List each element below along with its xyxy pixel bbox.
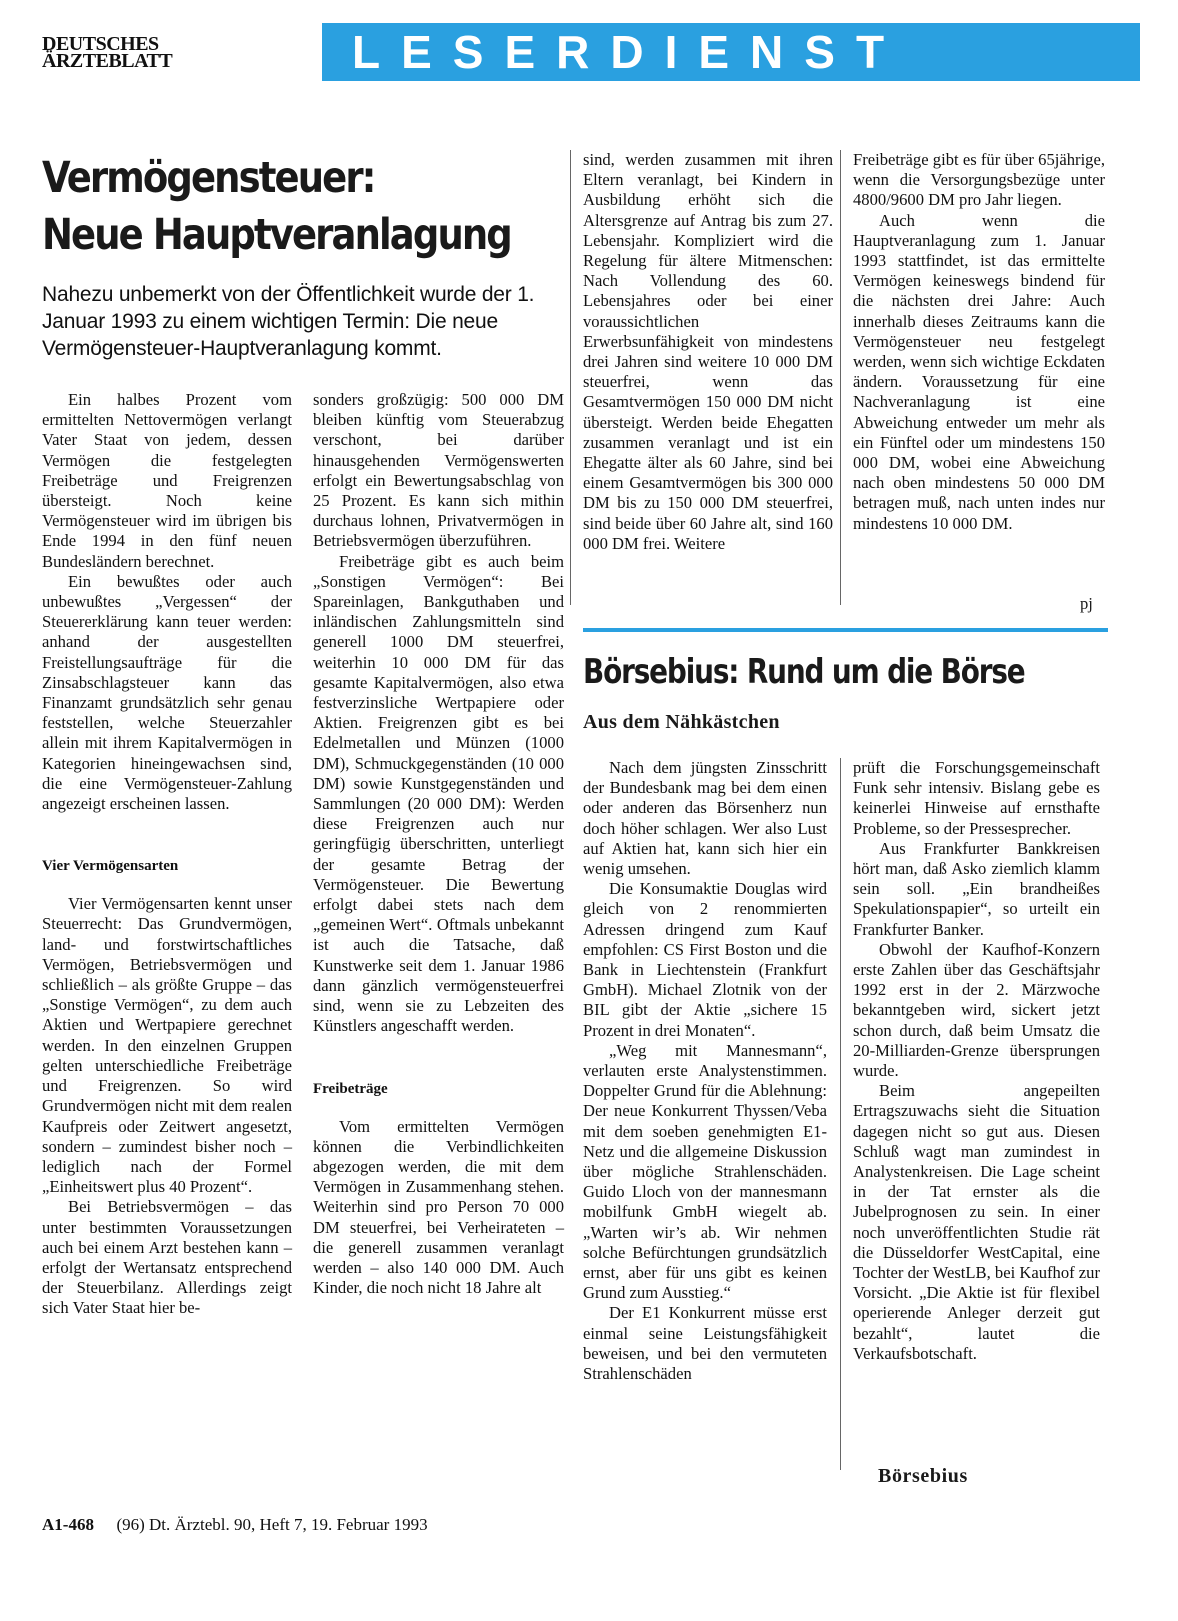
article-column-1 xyxy=(42,390,292,1319)
citation: (96) Dt. Ärztebl. 90, Heft 7, 19. Februar 1993 xyxy=(116,1515,428,1534)
page-footer xyxy=(42,1514,742,1536)
paragraph: Vom ermittelten Vermögen können die Verbindlichkeiten abgezogen werden, die mit dem Vermögen in Zusammenhang stehen. Weiterhin sind pro Person 70 000 DM steuerfrei, bei Verheirateten – die generell zusammen veranlagt werden – also 140 000 DM. Auch Kinder, die noch nicht 18 Jahre alt xyxy=(313,1116,564,1298)
subheading-freibetraege: Freibeträge xyxy=(313,1080,388,1097)
paragraph: sonders großzügig: 500 000 DM bleiben künftig vom Steuerabzug verschont, bei darüber hinausgehenden Vermögenswerten erfolgt ein Bewertungsabschlag von 25 Prozent. Es kann sich mithin durchaus lohnen, Privatvermögen in Betriebsvermögen überzuführen. xyxy=(313,390,564,551)
paragraph: prüft die Forschungsgemeinschaft Funk sehr intensiv. Bislang gebe es keinerlei Hinweise auf ernsthafte Probleme, so der Pressesprecher. xyxy=(853,758,1100,838)
subheading-vermoegensarten: Vier Vermögensarten xyxy=(42,858,179,875)
column-divider xyxy=(840,150,841,605)
section-banner xyxy=(322,23,1140,81)
column-divider xyxy=(840,758,841,1470)
masthead-line1: DEUTSCHES xyxy=(42,33,159,55)
paragraph: Freibeträge gibt es für über 65jährige, wenn die Versorgungsbezüge unter 4800/9600 DM pro Jahr liegen. xyxy=(853,150,1105,210)
section-banner-label: LESERDIENST xyxy=(352,26,906,78)
paragraph: Obwohl der Kaufhof-Konzern erste Zahlen über das Geschäftsjahr 1992 erst in der 2. Märzwoche bekanntgeben wird, sickert jetzt schon durch, daß beim Umsatz die 20-Milliarden-Grenze übersprungen wurde. xyxy=(853,939,1100,1081)
paragraph: Auch wenn die Hauptveranlagung zum 1. Januar 1993 stattfindet, ist das ermittelte Vermögen keineswegs bindend für die nächsten drei Jahre: Auch innerhalb dieses Zeitraums kann die Vermögensteuer neu festgelegt werden, wenn sich wichtige Eckdaten ändern. Voraussetzung für eine Nachveranlagung ist eine Abweichung entweder um mehr als ein Fünftel oder um mindestens 150 000 DM, wobei eine Abweichung nach oben mindestens 50 000 DM betragen muß, nach unten indes nur mindestens 10 000 DM. xyxy=(853,210,1105,533)
page-number: A1-468 xyxy=(42,1515,94,1534)
masthead-logo xyxy=(42,33,212,72)
article-column-2 xyxy=(313,390,564,1298)
paragraph: „Weg mit Mannesmann“, verlauten erste Analystenstimmen. Doppelter Grund für die Ablehnung: Der neue Konkurrent Thyssen/Veba mit dem soeben genehmigten E1-Netz und die allgemeine Diskussion über mögliche Strahlenschäden. Guido Lloch von der mannesmann mobilfunk GmbH wiegelt ab. „Warten wir’s ab. Wir nehmen solche Befürchtungen grundsätzlich ernst, aber für uns gibt es keinen Grund zum Ausstieg.“ xyxy=(583,1040,827,1303)
headline-line-1: Vermögensteuer: xyxy=(42,153,375,203)
article-column-4 xyxy=(853,150,1105,534)
section-separator xyxy=(583,628,1108,632)
paragraph: Ein bewußtes oder auch unbewußtes „Vergessen“ der Steuererklärung kann teuer werden: anhand der ausgestellten Freistellungsaufträge für die Zinsabschlagsteuer kann das Finanzamt grundsätzlich sehr genau feststellen, welche Steuerzahler allein mit ihrem Kapitalvermögen in Kategorien hineingewachsen sind, die eine Vermögensteuer-Zahlung angezeigt erscheinen lassen. xyxy=(42,571,292,814)
paragraph: Der E1 Konkurrent müsse erst einmal seine Leistungsfähigkeit beweisen, und bei den vermuteten Strahlenschäden xyxy=(583,1303,827,1384)
paragraph: Ein halbes Prozent vom ermittelten Nettovermögen verlangt Vater Staat von jedem, dessen Vermögen die festgelegten Freibeträge und Freigrenzen übersteigt. Noch keine Vermögensteuer wird im übrigen bis Ende 1994 in den fünf neuen Bundesländern berechnet. xyxy=(42,390,292,571)
paragraph: Freibeträge gibt es auch beim „Sonstigen Vermögen“: Bei Spareinlagen, Bankguthaben und inländischen Zahlungsmitteln sind generell 1000 DM steuerfrei, weiterhin 10 000 DM für das gesamte Kapitalvermögen, also etwa festverzinsliche Wertpapiere oder Aktien. Freigrenzen gibt es bei Edelmetallen und Münzen (1000 DM), Schmuckgegenständen (10 000 DM) sowie Kunstgegenständen und Sammlungen (20 000 DM): Werden diese Freigrenzen auch nur geringfügig überschritten, unterliegt der gesamte Betrag der Vermögensteuer. Die Bewertung erfolgt dabei stets nach dem „gemeinen Wert“. Oftmals unbekannt ist auch die Tatsache, daß Kunstwerke seit dem 1. Januar 1986 dann gänzlich vermögensteuerfrei sind, wenn sie zu Lebzeiten des Künstlers angeschafft werden. xyxy=(313,551,564,1036)
paragraph: Nach dem jüngsten Zinsschritt der Bundesbank mag bei dem einen oder anderen das Börsenherz nun doch höher schlagen. Wer also Lust auf Aktien hat, kann sich hier ein wenig umsehen. xyxy=(583,758,827,879)
masthead-line2: ÄRZTEBLATT xyxy=(42,50,173,72)
paragraph: Die Konsumaktie Douglas wird gleich von 2 renommierten Adressen dringend zum Kauf empfohlen: CS First Boston und die Bank in Liechtenstein (Frankfurt GmbH). Michael Zlotnik von der BIL gibt der Aktie „sichere 15 Prozent in drei Monaten“. xyxy=(583,879,827,1040)
article-column-3 xyxy=(583,150,833,554)
column-title: Börsebius: Rund um die Börse xyxy=(583,652,1025,692)
article-headline xyxy=(42,150,511,264)
column-signature: Börsebius xyxy=(878,1465,968,1487)
column-subtitle: Aus dem Nähkästchen xyxy=(583,711,780,733)
paragraph: Beim angepeilten Ertragszuwachs sieht die Situation dagegen nicht so gut aus. Diesen Schluß wagt man zumindest in Analystenkreisen. Die Lage scheint in der Tat ernster als die Jubelprognosen zu sein. In einer noch unveröffentlichten Studie rät die Düsseldorfer WestCapital, eine Tochter der WestLB, bei Kaufhof zur Vorsicht. „Die Aktie ist für flexibel operierende Anleger derzeit gut bezahlt“, lautet die Verkaufsbotschaft. xyxy=(853,1081,1100,1363)
article-lead: Nahezu unbemerkt von der Öffentlichkeit wurde der 1. Januar 1993 zu einem wichtigen Termin: Die neue Vermögensteuer-Hauptveranlagung kommt. xyxy=(42,283,535,360)
author-initials: pj xyxy=(1080,594,1093,613)
column-divider xyxy=(570,150,571,605)
paragraph: Aus Frankfurter Bankkreisen hört man, daß Asko ziemlich klamm sein soll. „Ein brandheißes Spekulationspapier“, so urteilt ein Frankfurter Banker. xyxy=(853,838,1100,939)
paragraph: Bei Betriebsvermögen – das unter bestimmten Voraussetzungen auch bei einem Arzt bestehen kann – erfolgt der Wertansatz entsprechend der Steuerbilanz. Allerdings zeigt sich Vater Staat hier be- xyxy=(42,1197,292,1318)
boerse-column-2 xyxy=(853,758,1100,1364)
headline-line-2: Neue Hauptveranlagung xyxy=(42,210,511,260)
paragraph: Vier Vermögensarten kennt unser Steuerrecht: Das Grundvermögen, land- und forstwirtschaftliches Vermögen, Betriebsvermögen und schließlich – als größte Gruppe – das „Sonstige Vermögen“, zu dem auch Aktien und Wertpapiere gerechnet werden. In den einzelnen Gruppen gelten unterschiedliche Freibeträge und Freigrenzen. So wird Grundvermögen nicht mit dem realen Kaufpreis oder Zeitwert angesetzt, sondern – zumindest bisher noch – lediglich nach der Formel „Einheitswert plus 40 Prozent“. xyxy=(42,894,292,1197)
boerse-column-1 xyxy=(583,758,827,1384)
paragraph: sind, werden zusammen mit ihren Eltern veranlagt, bei Kindern in Ausbildung erhöht sich die Altersgrenze auf Antrag bis zum 27. Lebensjahr. Kompliziert wird die Regelung für ältere Mitmenschen: Nach Vollendung des 60. Lebensjahres oder bei einer voraussichtlichen Erwerbsunfähigkeit von mindestens drei Jahren sind weitere 10 000 DM steuerfrei, wenn das Gesamtvermögen 150 000 DM nicht übersteigt. Werden beide Ehegatten zusammen veranlagt und ist ein Ehegatte älter als 60 Jahre, sind bei einem Gesamtvermögen bis 300 000 DM bis zu 150 000 DM steuerfrei, sind beide über 60 Jahre alt, sind 160 000 DM frei. Weitere xyxy=(583,150,833,553)
